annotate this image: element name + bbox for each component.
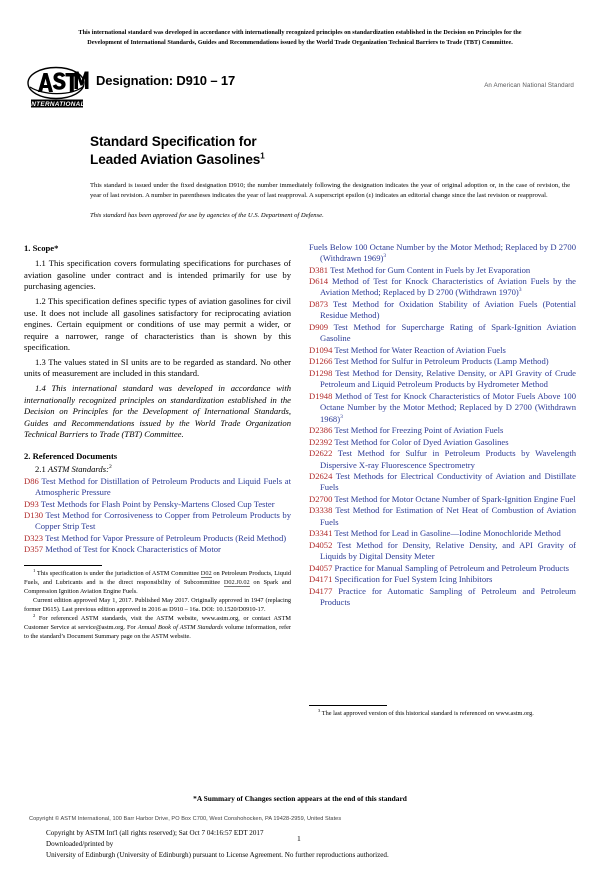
license-block [46,828,389,860]
reference-title[interactable]: Test Method for Density, Relative Density, or API Gravity of Crude Petroleum and Liquid Petroleum Products by Hydrometer Method [320,367,576,390]
reference-title[interactable]: Test Method for Sulfur in Petroleum Products (Lamp Method) [332,356,549,367]
reference-code[interactable]: D4177 [309,585,333,596]
reference-title[interactable]: Test Method for Estimation of Net Heat of Combustion of Aviation Fuels [320,505,576,527]
tbt-statement-line-2: Development of International Standards, Guides and Recommendations issued by the World Trade Organization Technical Barriers to Trade (TBT) Committee. [87,39,513,47]
title-block [24,133,576,169]
scope-paragraph-list [24,255,291,441]
reference-code[interactable]: D4057 [309,562,333,573]
summary-of-changes-note: *A Summary of Changes section appears at the end of this standard [193,794,407,803]
right-column [309,242,576,719]
paragraph-number: 1.2 [35,296,46,307]
section-heading-referenced-documents: 2. Referenced Documents [24,450,118,461]
reference-item[interactable] [309,356,576,367]
reference-title[interactable]: Test Method for Color of Dyed Aviation Gasolines [332,436,509,447]
footnote-divider [309,705,387,706]
scope-paragraph-1-3 [24,354,291,380]
subsection-footnote-marker: 2 [108,464,112,471]
reference-item[interactable] [309,448,576,471]
reference-item[interactable] [309,276,576,299]
footnote-text: For referenced ASTM standards, visit the ASTM website, www.astm.org, or contact ASTM Customer Service at service@astm.org. For [24,614,292,631]
reference-code[interactable]: D1266 [309,356,333,367]
reference-item[interactable] [309,265,576,276]
reference-title[interactable]: Practice for Automatic Sampling of Petroleum and Petroleum Products [320,585,576,608]
footnote-text: volume information, refer to the standard’s Document Summary page on the ASTM website. [24,623,292,640]
title-line-2: Leaded Aviation Gasolines [90,151,261,167]
reference-continuation-text: Fuels Below 100 Octane Number by the Motor Method; Replaced by D 2700 (Withdrawn 1969) [309,241,576,264]
paragraph-number: 1.1 [35,258,46,269]
reference-item[interactable] [309,345,576,356]
reference-item[interactable] [309,322,576,345]
footnote [24,597,291,615]
american-national-standard-label: An American National Standard [484,82,574,90]
footnote-link[interactable]: D02 [200,569,212,577]
copyright-notice: Copyright © ASTM International, 100 Barr Harbor Drive, PO Box C700, West Conshohocken, PA 19428-2959, United States [29,816,342,822]
scope-paragraph-1-2 [24,293,291,354]
reference-code[interactable]: D93 [24,498,39,509]
reference-code[interactable]: D381 [309,264,329,275]
document-page [0,28,600,878]
title-footnote-marker: 1 [260,151,265,161]
subsection-heading-astm-standards [24,463,291,475]
reference-title[interactable]: Test Method for Gum Content in Fuels by Jet Evaporation [328,264,531,275]
reference-item[interactable] [24,510,291,533]
footnote-text: The last approved version of this historical standard is referenced on www.astm.org. [321,709,534,717]
page-title [90,133,576,169]
reference-item[interactable] [309,471,576,494]
license-line-1: Copyright by ASTM Int'l (all rights reserved); Sat Oct 7 04:16:57 EDT 2017 [46,829,264,837]
reference-item[interactable] [309,425,576,436]
reference-item[interactable] [309,437,576,448]
scope-paragraph-1-4 [24,380,291,441]
tbt-statement-line-1: This international standard was developed in accordance with internationally recognized principles on standardization established in the Decision on Principles for the [78,29,522,36]
reference-title[interactable]: Test Method for Lead in Gasoline—Iodine Monochloride Method [332,528,561,539]
reference-code[interactable]: D614 [309,276,329,287]
footnote-divider [24,565,102,566]
reference-title[interactable]: Test Method for Distillation of Petroleum Products and Liquid Fuels at Atmospheric Pressure [35,475,291,498]
reference-footnote-marker: 3 [340,413,343,420]
reference-code[interactable]: D909 [309,321,329,332]
footnote [24,612,292,642]
title-line-1: Standard Specification for [90,134,257,150]
license-line-2: Downloaded/printed by [46,839,114,848]
page-number: 1 [297,834,301,843]
section-heading-scope: 1. Scope* [24,242,59,253]
reference-code[interactable]: D873 [309,298,329,309]
footnote-text: on Petroleum Products, Liquid Fuels, and Lubricants and is the direct responsibility of Subcommittee [24,569,291,586]
footnote-text: This specification is under the jurisdiction of ASTM Committee [36,569,201,577]
reference-code[interactable]: D2386 [309,425,333,436]
footnote-right-list [309,707,576,719]
footnote [24,567,291,597]
left-column [24,242,291,642]
reference-item[interactable] [309,574,576,585]
paragraph-number: 1.3 [35,356,46,367]
reference-title[interactable]: Test Method for Motor Octane Number of Spark-Ignition Engine Fuel [332,493,576,504]
reference-title[interactable]: Test Methods for Electrical Conductivity of Aviation and Distillate Fuels [320,470,576,493]
approved-note: This standard has been approved for use by agencies of the U.S. Department of Defense. [90,211,324,219]
subsection-number: 2.1 [35,464,46,475]
body-columns [24,242,576,719]
reference-title[interactable]: Method of Test for Knock Characteristics of Motor [43,544,221,555]
reference-title[interactable]: Test Method for Vapor Pressure of Petroleum Products (Reid Method) [43,532,287,543]
svg-text:INTERNATIONAL: INTERNATIONAL [29,100,85,108]
reference-item[interactable] [24,476,291,499]
subsection-title: ASTM Standards: [47,464,109,475]
reference-item[interactable] [24,533,291,544]
reference-item[interactable] [309,494,576,505]
footnote-marker: 2 [33,612,36,618]
reference-title[interactable]: Test Method for Oxidation Stability of Aviation Fuels (Potential Residue Method) [320,298,576,321]
reference-title[interactable]: Test Method for Density, Relative Density, and API Gravity of Liquids by Digital Density Meter [320,539,576,562]
reference-code[interactable]: D2624 [309,470,333,481]
reference-code[interactable]: D2700 [309,493,333,504]
reference-code[interactable]: D357 [24,544,44,555]
tbt-statement [24,28,576,48]
reference-title[interactable]: Test Method for Freezing Point of Aviation Fuels [332,425,504,436]
reference-title[interactable]: Practice for Manual Sampling of Petroleum and Petroleum Products [332,562,569,573]
reference-code[interactable]: D1948 [309,390,333,401]
footnote-text: on Spark and Compression Ignition Aviation Engine Fuels. [24,578,291,595]
designation-label: Designation: D910 – 17 [96,73,236,89]
logo-container [24,65,96,109]
reference-code[interactable]: D86 [24,475,39,486]
reference-item[interactable] [309,528,576,539]
reference-code[interactable]: D4171 [309,574,333,585]
reference-code[interactable]: D3338 [309,505,333,516]
reference-title[interactable]: Test Method for Sulfur in Petroleum Products by Wavelength Dispersive X-ray Fluorescence Spectrometry [320,448,576,470]
reference-item[interactable] [24,544,291,555]
national-standard-container [484,65,576,92]
reference-code[interactable]: D1298 [309,367,333,378]
footnote-marker: 3 [318,707,321,713]
issued-note: This standard is issued under the fixed designation D910; the number immediately following the designation indicates the year of original adoption or, in the case of revision, the year of last revision. A number in parentheses indicates the year of last reapproval. A superscript epsilon (ε) indicates an editorial change since the last revision or reapproval. [90,181,570,199]
reference-title[interactable]: Specification for Fuel System Icing Inhibitors [332,574,493,585]
reference-title[interactable]: Method of Test for Knock Characteristics of Motor Fuels Above 100 Octane Number by the Motor Method; Replaced by D 2700 (Withdrawn 1968) [320,390,576,424]
reference-item[interactable] [309,368,576,391]
reference-list-left [24,476,291,556]
astm-logo-icon [26,65,90,109]
reference-code[interactable]: D1094 [309,344,333,355]
footnote [309,707,576,719]
reference-title[interactable]: Test Method for Supercharge Rating of Spark-Ignition Aviation Gasoline [320,321,576,344]
footnote-italic-text: Annual Book of ASTM Standards [137,623,223,631]
reference-continuation [309,242,576,265]
reference-item[interactable] [309,540,576,563]
reference-item[interactable] [309,391,576,425]
reference-list-right [309,265,576,609]
paragraph-text: This specification defines specific types of aviation gasolines for civil use. It does not include all gasolines satisfactory for reciprocating aviation engines. Certain equipment or conditions of use may permit a wider, or require a narrower, range of characteristics than is shown by this specification. [24,296,291,353]
paragraph-number: 1.4 [35,383,46,394]
reference-item[interactable] [24,499,291,510]
reference-item[interactable] [309,299,576,322]
reference-code[interactable]: D2622 [309,448,333,459]
reference-title[interactable]: Method of Test for Knock Characteristics of Aviation Fuels by the Aviation Method; Replaced by D 2700 (Withdrawn 1970) [320,276,576,298]
footnote-link[interactable]: D02.J0.02 [223,578,250,586]
footnotes-right [309,705,576,719]
paragraph-text: This specification covers formulating specifications for purchases of aviation gasoline under contract and is intended primarily for use by purchasing agencies. [24,258,291,292]
footnotes-left [24,565,291,642]
reference-footnote-marker: 3 [518,287,522,294]
reference-code[interactable]: D323 [24,532,44,543]
footnote-text: Current edition approved May 1, 2017. Published May 2017. Originally approved in 1947 (replacing former D615). Last previous edition approved in 2016 as D910 – 16a. DOI: 10.1520/D0910-17. [24,596,291,613]
reference-item[interactable] [309,505,576,528]
reference-item[interactable] [309,563,576,574]
footnote-marker: 1 [33,567,36,573]
designation-header [24,65,576,111]
reference-code[interactable]: D3341 [309,528,333,539]
license-line-3: University of Edinburgh (University of Edinburgh) pursuant to License Agreement. No further reproductions authorized. [46,850,389,859]
reference-item[interactable] [309,586,576,609]
reference-code[interactable]: D130 [24,509,44,520]
designation-container [96,65,484,90]
paragraph-text: The values stated in SI units are to be regarded as standard. No other units of measurement are included in this standard. [24,356,291,379]
reference-title[interactable]: Test Method for Corrosiveness to Copper from Petroleum Products by Copper Strip Test [35,509,291,532]
scope-paragraph-1-1 [24,255,291,293]
reference-code[interactable]: D4052 [309,539,333,550]
footnote-left-list [24,567,292,642]
paragraph-text: This international standard was developed in accordance with internationally recognized principles on standardization established in the Decision on Principles for the Development of International Standards, Guides and Recommendations issued by the World Trade Organization Technical Barriers to Trade (TBT) Committee. [24,383,291,440]
reference-continuation-footnote: 3 [383,253,387,260]
reference-code[interactable]: D2392 [309,436,333,447]
reference-title[interactable]: Test Method for Water Reaction of Aviation Fuels [332,344,506,355]
reference-title[interactable]: Test Methods for Flash Point by Pensky-Martens Closed Cup Tester [38,498,275,509]
